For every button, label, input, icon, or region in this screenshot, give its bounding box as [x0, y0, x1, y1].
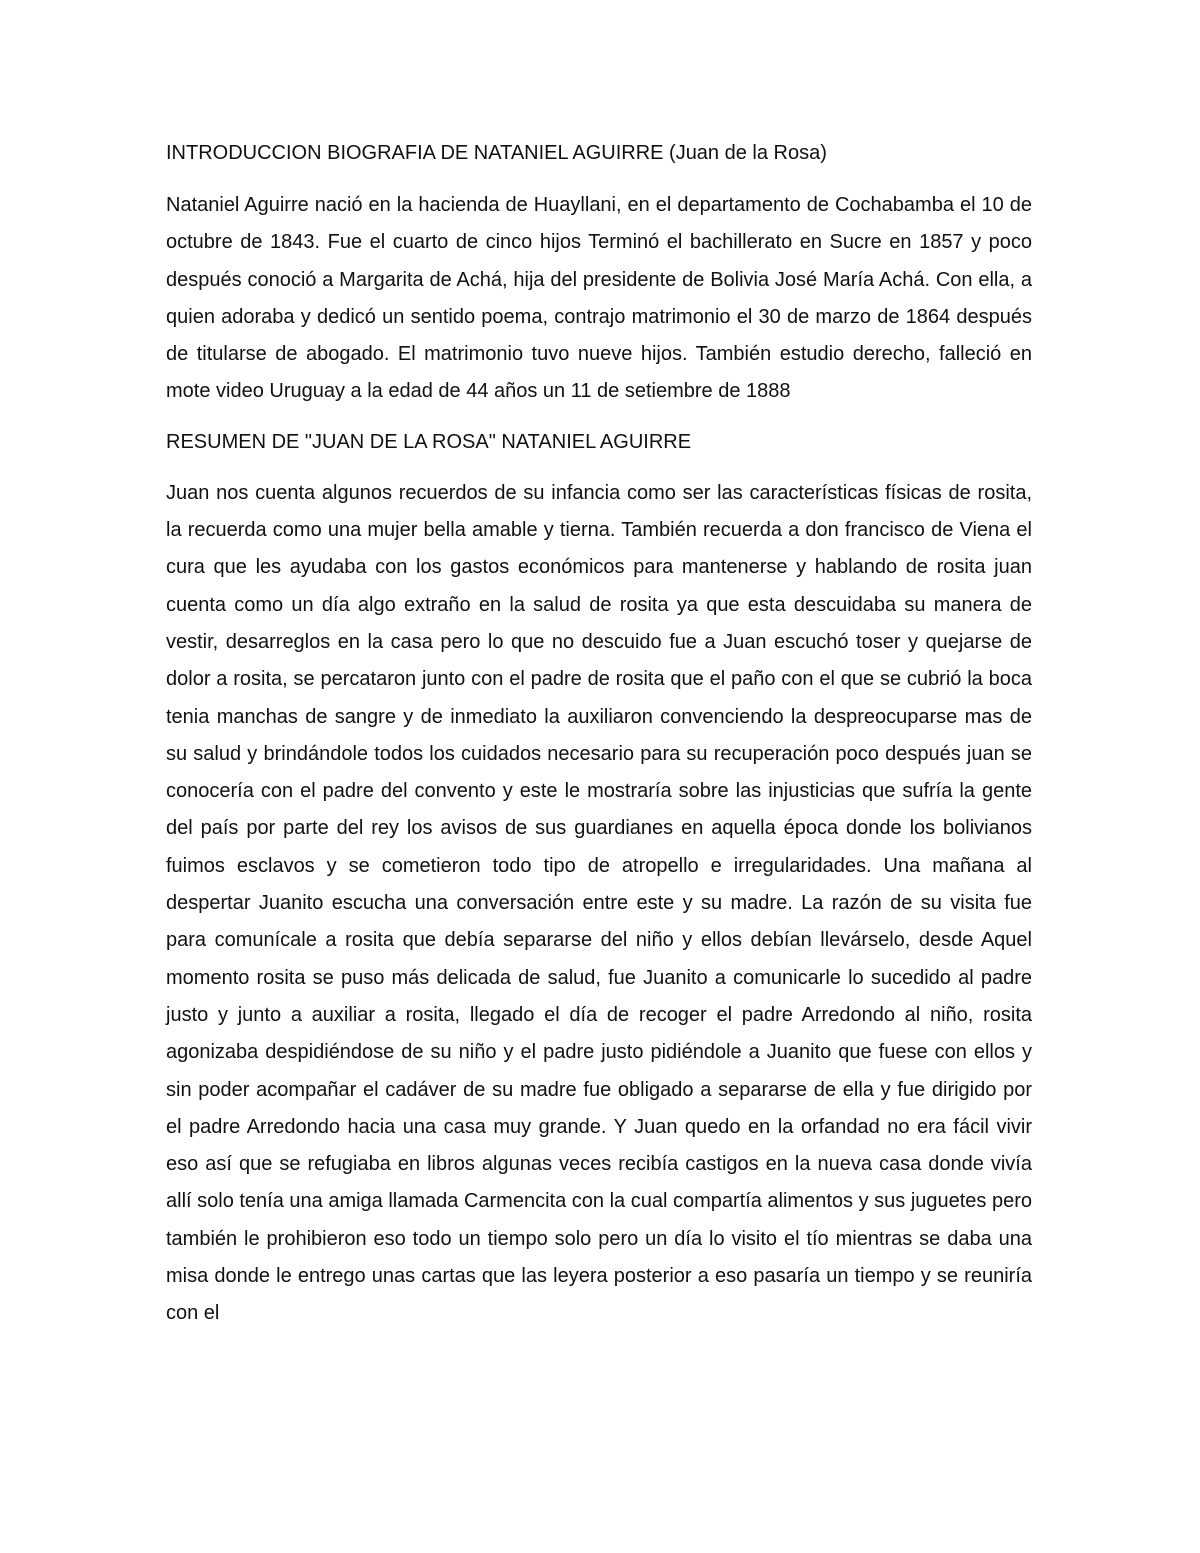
intro-paragraph: Nataniel Aguirre nació en la hacienda de Huayllani, en el departamento de Cochabamba el 10 de octubre de 1843. Fue el cuarto de cinco hijos Terminó el bachillerato en Sucre en 1857 y poco después conoció a Margarita de Achá, hija del presidente de Bolivia José María Achá. Con ella, a quien adoraba y dedicó un sentido poema, contrajo matrimonio el 30 de marzo de 1864 después de titularse de abogado. El matrimonio tuvo nueve hijos. También estudio derecho, falleció en mote video Uruguay a la edad de 44 años un 11 de setiembre de 1888: [166, 194, 1032, 403]
document-body: [166, 137, 1032, 1333]
intro-heading: INTRODUCCION BIOGRAFIA DE NATANIEL AGUIRRE (Juan de la Rosa): [166, 142, 827, 164]
summary-heading: RESUMEN DE "JUAN DE LA ROSA" NATANIEL AGUIRRE: [166, 430, 692, 453]
summary-paragraph: Juan nos cuenta algunos recuerdos de su infancia como ser las características físicas de rosita, la recuerda como una mujer bella amable y tierna. También recuerda a don francisco de Viena el cura que les ayudaba con los gastos económicos para mantenerse y hablando de rosita juan cuenta como un día algo extraño en la salud de rosita ya que esta descuidaba su manera de vestir, desarreglos en la casa pero lo que no descuido fue a Juan escuchó toser y quejarse de dolor a rosita, se percataron junto con el padre de rosita que el paño con el que se cubrió la boca tenia manchas de sangre y de inmediato la auxiliaron convenciendo la despreocuparse mas de su salud y brindándole todos los cuidados necesario para su recuperación poco después juan se conocería con el padre del convento y este le mostraría sobre las injusticias que sufría la gente del país por parte del rey los avisos de sus guardianes en aquella época donde los bolivianos fuimos esclavos y se cometieron todo tipo de atropello e irregularidades. Una mañana al despertar Juanito escucha una conversación entre este y su madre. La razón de su visita fue para comunícale a rosita que debía separarse del niño y ellos debían llevárselo, desde Aquel momento rosita se puso más delicada de salud, fue Juanito a comunicarle lo sucedido al padre justo y junto a auxiliar a rosita, llegado el día de recoger el padre Arredondo al niño, rosita agonizaba despidiéndose de su niño y el padre justo pidiéndole a Juanito que fuese con ellos y sin poder acompañar el cadáver de su madre fue obligado a separarse de ella y fue dirigido por el padre Arredondo hacia una casa muy grande. Y Juan quedo en la orfandad no era fácil vivir eso así que se refugiaba en libros algunas veces recibía castigos en la nueva casa donde vivía allí solo tenía una amiga llamada Carmencita con la cual compartía alimentos y sus juguetes pero también le prohibieron eso todo un tiempo solo pero un día lo visito el tío mientras se daba una misa donde le entrego unas cartas que las leyera posterior a eso pasaría un tiempo y se reuniría con el: [166, 481, 1033, 1325]
